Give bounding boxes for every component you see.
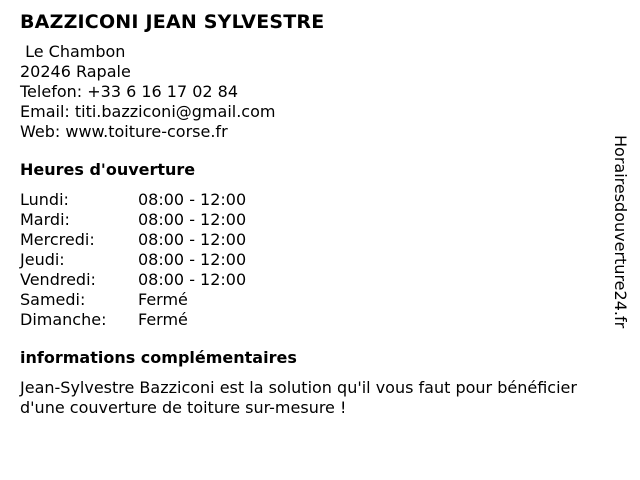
hours-day: Jeudi: [20, 250, 65, 269]
opening-hours-table [20, 190, 600, 330]
hours-time: Fermé [138, 310, 188, 329]
hours-row-wednesday [20, 230, 600, 250]
hours-day: Mercredi: [20, 230, 95, 249]
hours-row-tuesday [20, 210, 600, 230]
hours-day: Samedi: [20, 290, 86, 309]
hours-day: Vendredi: [20, 270, 96, 289]
hours-row-saturday [20, 290, 600, 310]
hours-row-friday [20, 270, 600, 290]
phone-line: Telefon: +33 6 16 17 02 84 [20, 82, 239, 101]
business-name: BAZZICONI JEAN SYLVESTRE [20, 11, 325, 33]
hours-day: Dimanche: [20, 310, 107, 329]
hours-day: Lundi: [20, 190, 69, 209]
hours-time: 08:00 - 12:00 [138, 210, 247, 229]
email-line: Email: titi.bazziconi@gmail.com [20, 102, 276, 121]
additional-info-title: informations complémentaires [20, 348, 297, 367]
site-watermark: Horairesdouverture24.fr [611, 135, 630, 329]
address-city: 20246 Rapale [20, 62, 131, 81]
business-card [20, 10, 600, 418]
hours-time: Fermé [138, 290, 188, 309]
hours-time: 08:00 - 12:00 [138, 190, 247, 209]
hours-time: 08:00 - 12:00 [138, 230, 247, 249]
address-street: Le Chambon [20, 42, 126, 61]
hours-day: Mardi: [20, 210, 70, 229]
opening-hours-title: Heures d'ouverture [20, 160, 196, 179]
hours-row-monday [20, 190, 600, 210]
business-description: Jean-Sylvestre Bazziconi est la solution qu'il vous faut pour bénéficier d'une couverture de toiture sur-mesure ! [20, 378, 577, 417]
web-line: Web: www.toiture-corse.fr [20, 122, 228, 141]
hours-row-thursday [20, 250, 600, 270]
hours-row-sunday [20, 310, 600, 330]
hours-time: 08:00 - 12:00 [138, 270, 247, 289]
hours-time: 08:00 - 12:00 [138, 250, 247, 269]
